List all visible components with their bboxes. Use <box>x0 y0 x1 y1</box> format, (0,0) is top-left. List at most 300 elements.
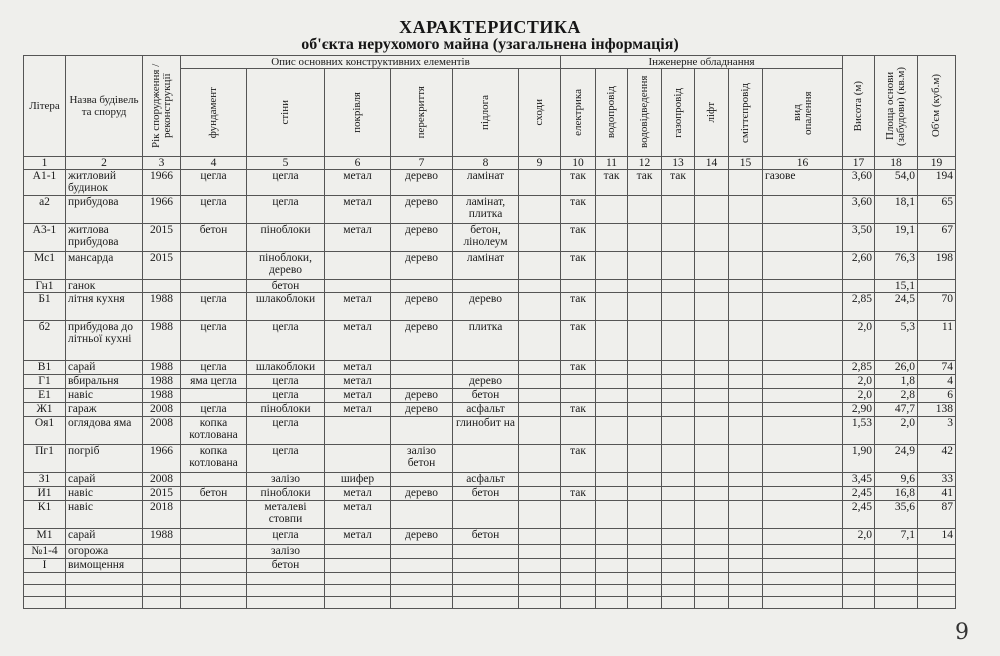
empty-cell <box>918 585 956 597</box>
table-cell <box>763 473 843 487</box>
table-cell <box>596 361 628 375</box>
header-lift: ліфт <box>695 69 729 157</box>
table-cell <box>763 375 843 389</box>
table-cell: 9,6 <box>875 473 918 487</box>
table-cell: метал <box>325 389 391 403</box>
table-cell: так <box>561 252 596 280</box>
table-cell <box>561 545 596 559</box>
table-cell: цегла <box>247 375 325 389</box>
table-cell <box>662 473 695 487</box>
table-cell <box>519 170 561 196</box>
table-cell <box>561 375 596 389</box>
table-cell: метал <box>325 196 391 224</box>
table-cell <box>628 545 662 559</box>
table-cell: оглядова яма <box>66 417 143 445</box>
table-cell <box>918 545 956 559</box>
table-cell: 2008 <box>143 473 181 487</box>
header-walls: стіни <box>247 69 325 157</box>
table-cell <box>695 321 729 361</box>
table-cell: 1,53 <box>843 417 875 445</box>
empty-cell <box>519 573 561 585</box>
table-cell: сарай <box>66 473 143 487</box>
header-ceiling: перекриття <box>391 69 453 157</box>
table-cell: К1 <box>24 501 66 529</box>
table-cell <box>695 196 729 224</box>
table-cell: металеві стовпи <box>247 501 325 529</box>
empty-cell <box>247 573 325 585</box>
table-cell: ламінат, плитка <box>453 196 519 224</box>
empty-cell <box>519 585 561 597</box>
table-cell <box>561 417 596 445</box>
column-number: 12 <box>628 157 662 170</box>
header-electric: електрика <box>561 69 596 157</box>
table-cell <box>763 445 843 473</box>
table-cell <box>519 389 561 403</box>
table-cell <box>596 403 628 417</box>
empty-cell <box>628 573 662 585</box>
table-cell: навіс <box>66 389 143 403</box>
table-cell <box>519 321 561 361</box>
column-number: 18 <box>875 157 918 170</box>
table-cell <box>662 501 695 529</box>
empty-cell <box>391 573 453 585</box>
empty-cell <box>843 573 875 585</box>
table-cell <box>662 487 695 501</box>
empty-cell <box>596 597 628 609</box>
table-row <box>24 487 956 501</box>
table-cell: 1966 <box>143 170 181 196</box>
table-cell: так <box>596 170 628 196</box>
table-cell <box>519 501 561 529</box>
table-cell: 7,1 <box>875 529 918 545</box>
table-cell: погріб <box>66 445 143 473</box>
column-number: 8 <box>453 157 519 170</box>
empty-cell <box>453 573 519 585</box>
table-cell: прибудова <box>66 196 143 224</box>
table-cell: літня кухня <box>66 293 143 321</box>
table-cell <box>729 280 763 293</box>
table-cell: З1 <box>24 473 66 487</box>
table-row <box>24 389 956 403</box>
table-row <box>24 417 956 445</box>
table-cell <box>695 224 729 252</box>
table-cell <box>596 417 628 445</box>
table-cell: шлакоблоки <box>247 361 325 375</box>
table-cell: копка котлована <box>181 445 247 473</box>
table-cell: 42 <box>918 445 956 473</box>
table-cell <box>181 280 247 293</box>
table-cell: ламінат <box>453 252 519 280</box>
table-cell <box>596 473 628 487</box>
table-cell: 87 <box>918 501 956 529</box>
table-cell: 1966 <box>143 196 181 224</box>
table-cell <box>729 361 763 375</box>
table-cell <box>763 321 843 361</box>
table-cell: 1988 <box>143 321 181 361</box>
table-cell <box>763 196 843 224</box>
table-cell: бетон <box>453 389 519 403</box>
table-cell <box>519 545 561 559</box>
table-row <box>24 473 956 487</box>
header-engineering-group: Інженерне обладнання <box>561 56 843 69</box>
table-cell <box>596 252 628 280</box>
table-cell <box>695 252 729 280</box>
empty-cell <box>143 585 181 597</box>
table-cell: вимощення <box>66 559 143 573</box>
table-cell <box>763 293 843 321</box>
empty-cell <box>24 585 66 597</box>
table-cell: 2,0 <box>843 375 875 389</box>
header-volume: Об'єм (куб.м) <box>918 56 956 157</box>
column-number: 10 <box>561 157 596 170</box>
table-cell <box>729 559 763 573</box>
table-cell: залізо <box>247 545 325 559</box>
table-cell: Оя1 <box>24 417 66 445</box>
table-cell: бетон <box>247 280 325 293</box>
table-cell <box>628 196 662 224</box>
table-cell: метал <box>325 361 391 375</box>
table-cell: дерево <box>391 321 453 361</box>
table-row <box>24 224 956 252</box>
column-number: 1 <box>24 157 66 170</box>
empty-cell <box>561 573 596 585</box>
table-cell: вбиральня <box>66 375 143 389</box>
empty-cell <box>24 573 66 585</box>
table-cell <box>763 417 843 445</box>
table-cell: В1 <box>24 361 66 375</box>
table-row <box>24 559 956 573</box>
table-cell: сарай <box>66 361 143 375</box>
empty-cell <box>662 585 695 597</box>
table-cell <box>729 487 763 501</box>
column-number: 6 <box>325 157 391 170</box>
table-cell: 2,0 <box>843 321 875 361</box>
empty-cell <box>628 597 662 609</box>
table-cell: 4 <box>918 375 956 389</box>
table-cell <box>763 361 843 375</box>
table-cell <box>628 389 662 403</box>
table-cell <box>729 252 763 280</box>
table-cell: дерево <box>453 293 519 321</box>
table-cell: цегла <box>247 445 325 473</box>
table-cell <box>561 280 596 293</box>
empty-cell <box>453 585 519 597</box>
table-cell: 74 <box>918 361 956 375</box>
table-cell <box>628 501 662 529</box>
table-cell <box>181 545 247 559</box>
table-cell: 24,5 <box>875 293 918 321</box>
table-cell: так <box>561 196 596 224</box>
table-cell: Гн1 <box>24 280 66 293</box>
table-cell: 2018 <box>143 501 181 529</box>
header-stairs: сходи <box>519 69 561 157</box>
table-cell <box>453 445 519 473</box>
table-cell: А1-1 <box>24 170 66 196</box>
column-number: 19 <box>918 157 956 170</box>
table-cell: так <box>561 403 596 417</box>
table-cell <box>695 280 729 293</box>
table-row <box>24 196 956 224</box>
table-cell <box>695 375 729 389</box>
table-cell <box>596 293 628 321</box>
table-cell <box>143 559 181 573</box>
table-cell: так <box>561 321 596 361</box>
table-cell <box>519 224 561 252</box>
table-cell <box>181 501 247 529</box>
table-cell <box>695 445 729 473</box>
table-cell <box>729 403 763 417</box>
table-cell <box>763 487 843 501</box>
empty-cell <box>143 573 181 585</box>
table-cell <box>519 559 561 573</box>
table-cell <box>596 321 628 361</box>
table-cell: сарай <box>66 529 143 545</box>
table-cell <box>628 559 662 573</box>
table-cell <box>662 224 695 252</box>
table-cell: так <box>561 361 596 375</box>
empty-cell <box>391 585 453 597</box>
table-cell: так <box>561 487 596 501</box>
table-cell <box>695 559 729 573</box>
table-cell <box>181 529 247 545</box>
table-cell: 3,45 <box>843 473 875 487</box>
column-number: 17 <box>843 157 875 170</box>
table-cell: так <box>561 445 596 473</box>
table-cell: піноблоки <box>247 487 325 501</box>
table-cell <box>143 545 181 559</box>
table-row <box>24 361 956 375</box>
table-cell <box>843 559 875 573</box>
table-cell <box>763 280 843 293</box>
header-height: Висота (м) <box>843 56 875 157</box>
column-number: 5 <box>247 157 325 170</box>
table-cell: 16,8 <box>875 487 918 501</box>
table-row <box>24 170 956 196</box>
table-cell <box>519 473 561 487</box>
table-cell <box>918 280 956 293</box>
table-cell: 18,1 <box>875 196 918 224</box>
table-cell: 2,85 <box>843 293 875 321</box>
header-area: Площа основи (забудови) (кв.м) <box>875 56 918 157</box>
table-row <box>24 252 956 280</box>
empty-cell <box>247 585 325 597</box>
table-cell: цегла <box>247 321 325 361</box>
table-cell <box>729 375 763 389</box>
empty-cell <box>695 597 729 609</box>
table-cell <box>453 280 519 293</box>
table-cell <box>695 529 729 545</box>
table-cell <box>763 403 843 417</box>
table-cell: бетон <box>453 529 519 545</box>
table-cell <box>628 473 662 487</box>
table-cell: 3,60 <box>843 196 875 224</box>
table-cell: дерево <box>391 403 453 417</box>
table-cell <box>596 224 628 252</box>
table-cell <box>391 417 453 445</box>
table-cell: 198 <box>918 252 956 280</box>
table-cell <box>763 224 843 252</box>
empty-cell <box>596 585 628 597</box>
table-cell: 35,6 <box>875 501 918 529</box>
table-cell: 2,45 <box>843 487 875 501</box>
table-cell <box>519 280 561 293</box>
empty-cell <box>325 597 391 609</box>
table-cell <box>918 559 956 573</box>
column-number: 4 <box>181 157 247 170</box>
empty-cell <box>875 597 918 609</box>
table-cell <box>662 293 695 321</box>
table-cell: метал <box>325 529 391 545</box>
table-cell <box>729 321 763 361</box>
table-cell: ламінат <box>453 170 519 196</box>
header-gas: газопровід <box>662 69 695 157</box>
table-cell: 2015 <box>143 487 181 501</box>
table-cell: навіс <box>66 487 143 501</box>
table-cell <box>628 224 662 252</box>
table-cell <box>695 361 729 375</box>
table-cell: бетон <box>181 224 247 252</box>
empty-cell <box>695 573 729 585</box>
table-cell: Б1 <box>24 293 66 321</box>
table-cell: піноблоки <box>247 403 325 417</box>
table-cell <box>561 529 596 545</box>
table-cell <box>695 545 729 559</box>
table-cell <box>662 417 695 445</box>
table-cell: 3 <box>918 417 956 445</box>
empty-cell <box>875 585 918 597</box>
table-cell: асфальт <box>453 473 519 487</box>
table-cell: цегла <box>181 321 247 361</box>
table-cell: 24,9 <box>875 445 918 473</box>
table-cell: 70 <box>918 293 956 321</box>
table-cell <box>561 559 596 573</box>
empty-cell <box>628 585 662 597</box>
table-cell: залізо бетон <box>391 445 453 473</box>
table-cell: а2 <box>24 196 66 224</box>
table-cell <box>181 559 247 573</box>
table-cell: 2,0 <box>843 389 875 403</box>
table-cell: 138 <box>918 403 956 417</box>
table-cell: Г1 <box>24 375 66 389</box>
table-cell: М1 <box>24 529 66 545</box>
empty-cell <box>561 597 596 609</box>
table-cell: цегла <box>181 170 247 196</box>
table-cell: Ж1 <box>24 403 66 417</box>
table-cell <box>695 170 729 196</box>
table-cell <box>662 445 695 473</box>
table-cell: 2008 <box>143 403 181 417</box>
table-cell <box>453 501 519 529</box>
table-cell: 67 <box>918 224 956 252</box>
table-cell <box>453 545 519 559</box>
table-cell: яма цегла <box>181 375 247 389</box>
table-cell <box>662 252 695 280</box>
table-cell <box>325 545 391 559</box>
table-cell <box>695 293 729 321</box>
table-cell: 76,3 <box>875 252 918 280</box>
table-cell <box>596 559 628 573</box>
table-cell <box>391 545 453 559</box>
table-cell: 1988 <box>143 389 181 403</box>
table-cell <box>596 545 628 559</box>
table-cell <box>628 403 662 417</box>
table-cell <box>519 417 561 445</box>
table-cell <box>596 445 628 473</box>
document-title: ХАРАКТЕРИСТИКА <box>399 17 581 37</box>
table-cell: 14 <box>918 529 956 545</box>
empty-cell <box>519 597 561 609</box>
table-cell <box>763 559 843 573</box>
table-cell: цегла <box>247 417 325 445</box>
table-cell: 2,60 <box>843 252 875 280</box>
empty-cell <box>181 585 247 597</box>
table-cell <box>662 361 695 375</box>
table-cell: метал <box>325 487 391 501</box>
table-cell: 1988 <box>143 375 181 389</box>
table-cell <box>729 473 763 487</box>
table-cell <box>729 293 763 321</box>
table-cell <box>325 445 391 473</box>
table-cell <box>628 293 662 321</box>
table-cell: дерево <box>391 389 453 403</box>
table-cell <box>662 375 695 389</box>
empty-cell <box>662 573 695 585</box>
table-cell: №1-4 <box>24 545 66 559</box>
header-foundation: фундамент <box>181 69 247 157</box>
table-cell <box>519 487 561 501</box>
table-cell <box>729 501 763 529</box>
table-cell: 3,50 <box>843 224 875 252</box>
table-cell: так <box>561 170 596 196</box>
empty-cell <box>918 573 956 585</box>
table-cell: так <box>628 170 662 196</box>
table-cell <box>391 280 453 293</box>
table-cell: 2008 <box>143 417 181 445</box>
table-cell: дерево <box>391 529 453 545</box>
table-cell <box>453 559 519 573</box>
table-cell: так <box>561 293 596 321</box>
table-cell <box>628 321 662 361</box>
table-cell <box>662 545 695 559</box>
table-cell: метал <box>325 403 391 417</box>
table-cell <box>763 252 843 280</box>
header-year: Рік спорудження / реконструкції <box>143 56 181 157</box>
empty-cell <box>143 597 181 609</box>
table-cell <box>519 403 561 417</box>
table-cell: 2,0 <box>875 417 918 445</box>
header-name: Назва будівель та споруд <box>66 56 143 157</box>
empty-cell <box>729 597 763 609</box>
empty-cell <box>843 585 875 597</box>
table-cell <box>519 445 561 473</box>
empty-cell <box>181 573 247 585</box>
table-cell: 33 <box>918 473 956 487</box>
table-cell <box>181 473 247 487</box>
table-cell <box>662 196 695 224</box>
table-cell: 2,85 <box>843 361 875 375</box>
column-number: 14 <box>695 157 729 170</box>
table-cell: 1,90 <box>843 445 875 473</box>
table-cell <box>662 529 695 545</box>
table-cell: так <box>662 170 695 196</box>
table-cell <box>519 361 561 375</box>
table-cell: 1988 <box>143 529 181 545</box>
column-number: 2 <box>66 157 143 170</box>
table-cell: 3,60 <box>843 170 875 196</box>
table-cell: цегла <box>181 293 247 321</box>
table-cell: газове <box>763 170 843 196</box>
table-cell: І <box>24 559 66 573</box>
